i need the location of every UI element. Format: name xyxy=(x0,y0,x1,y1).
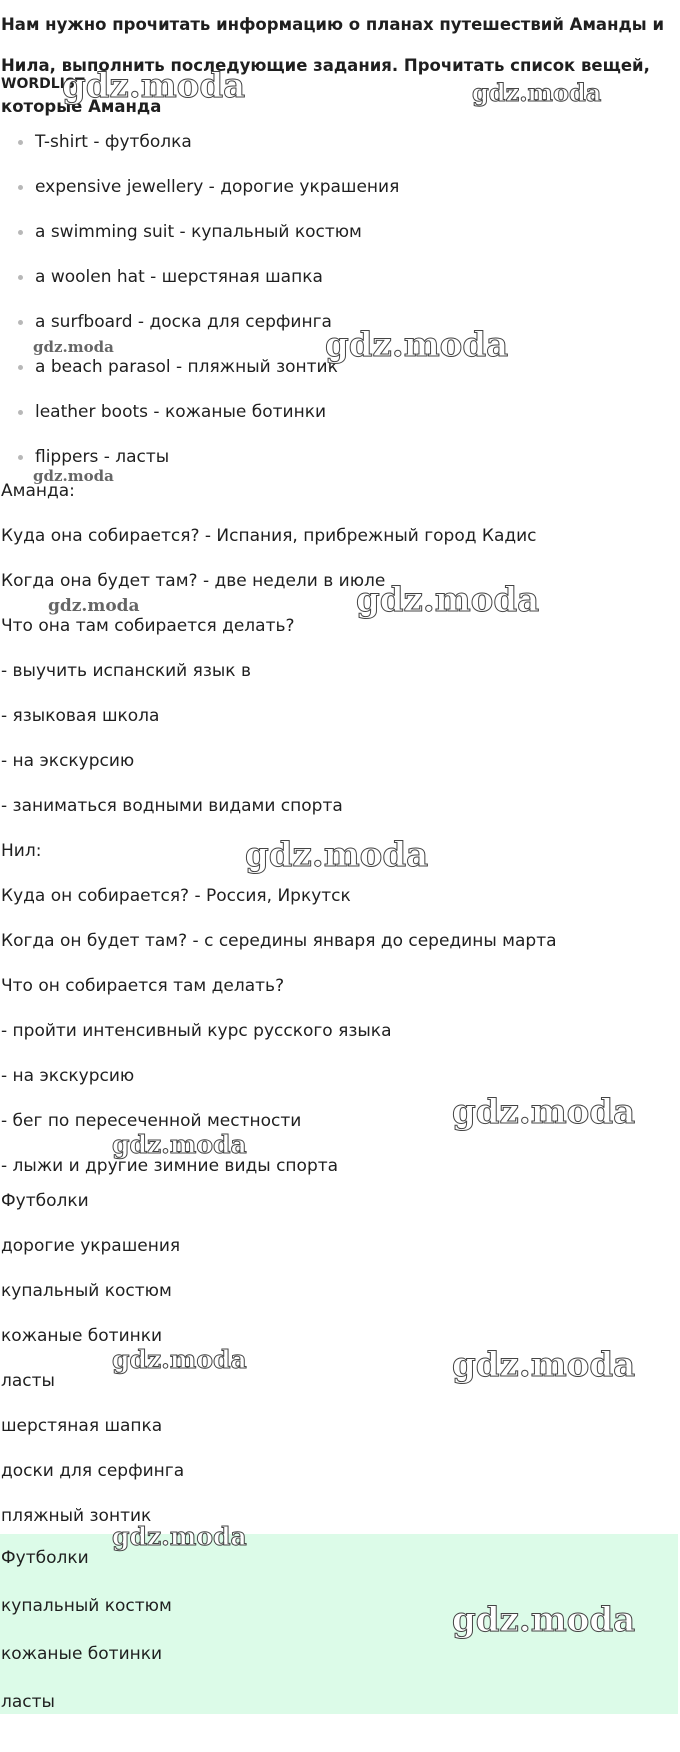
watermark: gdz.moda xyxy=(112,1522,247,1551)
task-intro: Нам нужно прочитать информацию о планах путешествий Аманды и Нила, выполнить последующие задания. Прочитать список вещей, которые Аманда xyxy=(1,15,665,116)
list-item: a surfboard - доска для серфинга xyxy=(0,300,399,345)
items-section xyxy=(1,1179,184,1539)
neil-what: Что он собирается там делать? xyxy=(1,976,285,996)
answer-item: кожаные ботинки xyxy=(1,1644,163,1664)
amanda-activity: - заниматься водными видами спорта xyxy=(1,796,343,816)
watermark: gdz.moda xyxy=(325,325,509,365)
item: кожаные ботинки xyxy=(1,1326,163,1346)
neil-where: Куда он собирается? - Россия, Иркутск xyxy=(1,886,351,906)
item: дорогие украшения xyxy=(1,1236,181,1256)
watermark: gdz.moda xyxy=(33,338,114,356)
amanda-activity: - выучить испанский язык в xyxy=(1,661,251,681)
item: доски для серфинга xyxy=(1,1461,185,1481)
watermark: gdz.moda xyxy=(245,835,429,875)
item: шерстяная шапка xyxy=(1,1416,163,1436)
amanda-what: Что она там собирается делать? xyxy=(1,616,295,636)
watermark: gdz.moda xyxy=(33,467,114,485)
watermark: gdz.moda xyxy=(452,1600,636,1640)
answer-item: Футболки xyxy=(1,1548,89,1568)
amanda-where: Куда она собирается? - Испания, прибрежный город Кадис xyxy=(1,526,537,546)
list-item: flippers - ласты xyxy=(0,435,399,480)
wordlist xyxy=(0,120,399,480)
list-item: leather boots - кожаные ботинки xyxy=(0,390,399,435)
list-item: a woolen hat - шерстяная шапка xyxy=(0,255,399,300)
list-item: a swimming suit - купальный костюм xyxy=(0,210,399,255)
neil-activity: - бег по пересеченной местности xyxy=(1,1111,302,1131)
neil-activity: - на экскурсию xyxy=(1,1066,135,1086)
watermark: gdz.moda xyxy=(112,1130,247,1159)
amanda-header: Аманда: xyxy=(1,481,75,501)
neil-header: Нил: xyxy=(1,841,42,861)
watermark: gdz.moda xyxy=(472,78,602,107)
amanda-activity: - языковая школа xyxy=(1,706,160,726)
watermark: gdz.moda xyxy=(452,1092,636,1132)
answer-item: ласты xyxy=(1,1692,55,1712)
watermark: gdz.moda xyxy=(356,580,540,620)
answer-box xyxy=(0,1534,678,1714)
neil-section xyxy=(1,829,557,1189)
answer-item: купальный костюм xyxy=(1,1596,172,1616)
wordlist-label: WORDLIST xyxy=(1,76,85,92)
amanda-section xyxy=(1,469,540,829)
list-item: T-shirt - футболка xyxy=(0,120,399,165)
amanda-activity: - на экскурсию xyxy=(1,751,135,771)
watermark: gdz.moda xyxy=(452,1345,636,1385)
neil-activity: - лыжи и другие зимние виды спорта xyxy=(1,1156,339,1176)
item: пляжный зонтик xyxy=(1,1506,152,1526)
item: ласты xyxy=(1,1371,55,1391)
watermark: gdz.moda xyxy=(112,1345,247,1374)
list-item: expensive jewellery - дорогие украшения xyxy=(0,165,399,210)
amanda-when: Когда она будет там? - две недели в июле xyxy=(1,571,386,591)
watermark: gdz.moda xyxy=(48,596,140,616)
item: Футболки xyxy=(1,1191,89,1211)
neil-when: Когда он будет там? - с середины января до середины марта xyxy=(1,931,557,951)
list-item: a beach parasol - пляжный зонтик xyxy=(0,345,399,390)
neil-activity: - пройти интенсивный курс русского языка xyxy=(1,1021,392,1041)
item: купальный костюм xyxy=(1,1281,172,1301)
watermark: gdz.moda xyxy=(62,66,246,106)
